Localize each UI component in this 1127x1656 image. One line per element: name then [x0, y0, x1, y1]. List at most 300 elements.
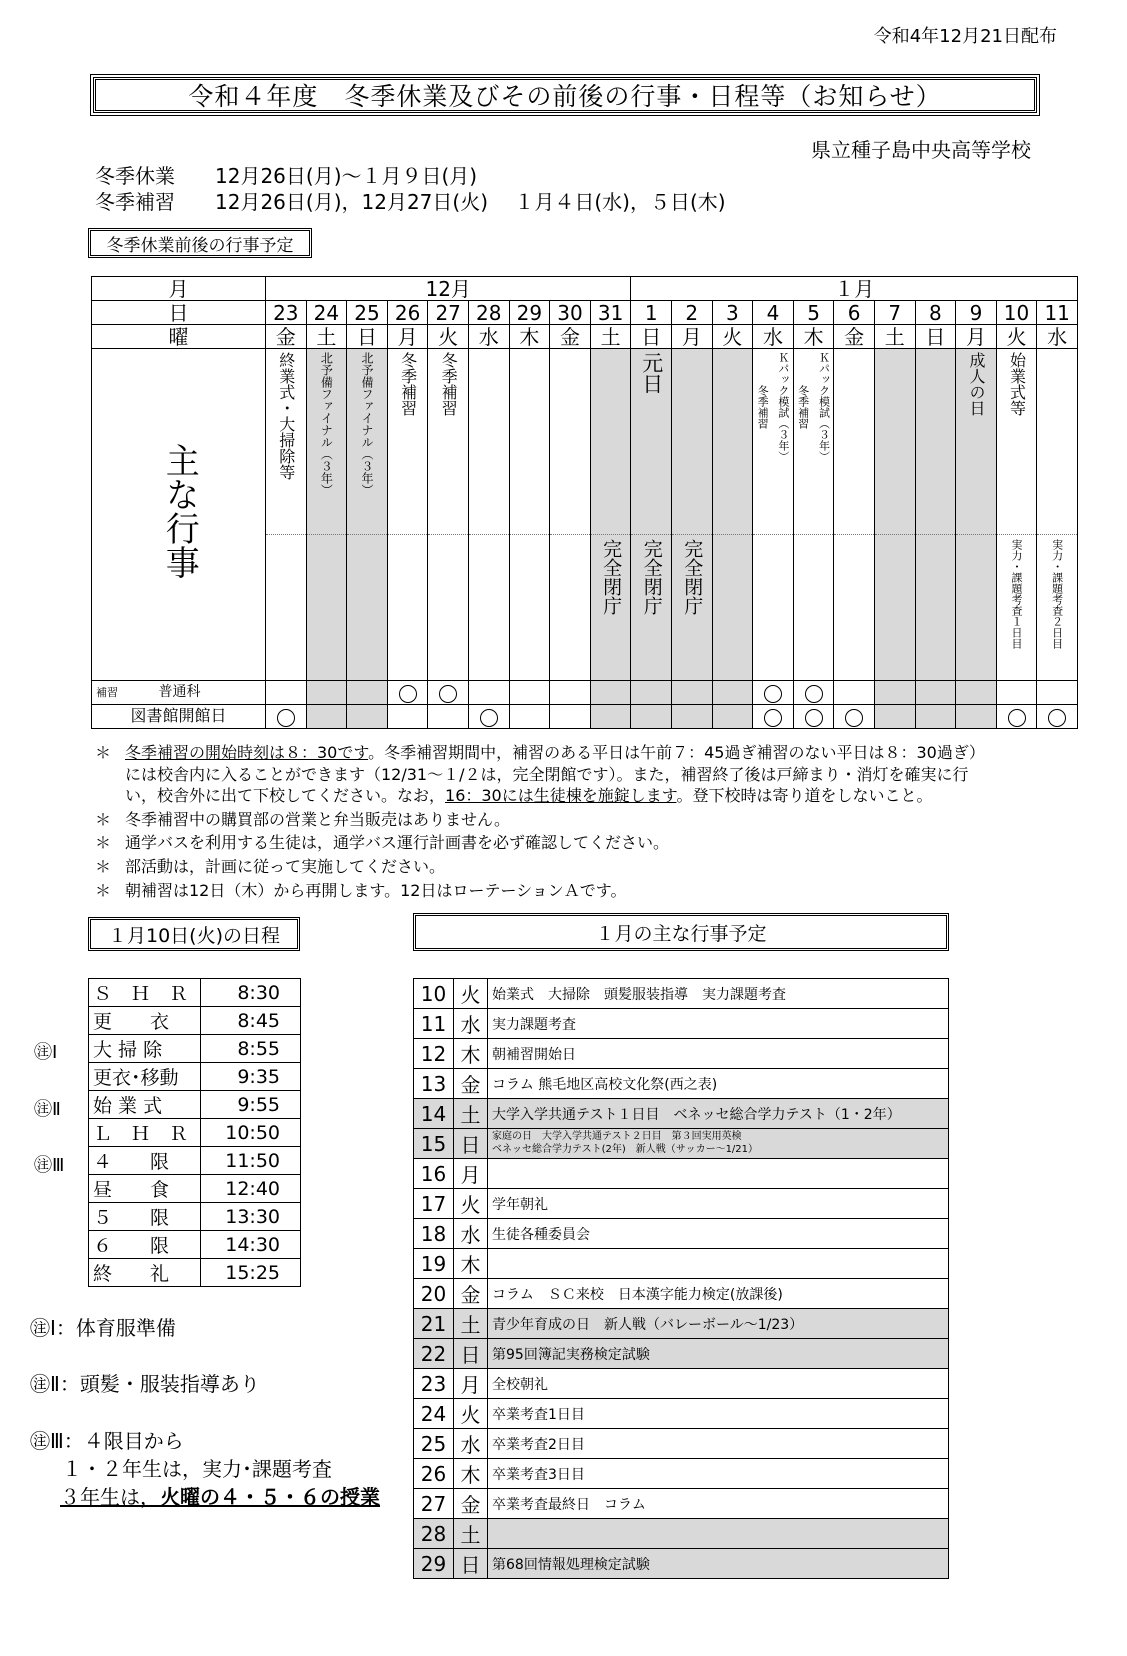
schedule-row — [89, 1007, 301, 1035]
weekday-cell: 水 — [1037, 325, 1078, 349]
day-cell: 6 — [834, 301, 875, 325]
event-cell-lower — [834, 535, 875, 681]
january-event: コラム ＳＣ来校 日本漢字能力検定(放課後) — [488, 1279, 949, 1309]
event-cell — [996, 349, 1037, 535]
january-weekday: 木 — [454, 1459, 488, 1489]
library-cell — [996, 704, 1037, 728]
event-cell — [387, 349, 428, 535]
library-cell — [793, 704, 834, 728]
schedule-row — [89, 1063, 301, 1091]
january-event: 大学入学共通テスト１日目 ベネッセ総合学力テスト（1・2年） — [488, 1099, 949, 1129]
january-event: 卒業考査1日目 — [488, 1399, 949, 1429]
day-cell: 9 — [956, 301, 997, 325]
event-cell — [712, 349, 753, 535]
hoshu-label: 普通科 — [158, 684, 201, 701]
circle-mark — [439, 685, 457, 703]
library-cell — [956, 704, 997, 728]
circle-mark — [480, 709, 498, 727]
january-day: 23 — [414, 1369, 454, 1399]
weekday-cell: 土 — [590, 325, 631, 349]
hoshu-cell — [387, 680, 428, 704]
january-weekday: 火 — [454, 1189, 488, 1219]
schedule-time: 9:55 — [201, 1091, 301, 1119]
event-cell-lower — [590, 535, 631, 681]
event-cell-lower — [631, 535, 672, 681]
event-cell — [631, 349, 672, 535]
january-day: 26 — [414, 1459, 454, 1489]
event-cell-lower — [387, 535, 428, 681]
day-cell: 30 — [550, 301, 591, 325]
january-weekday: 月 — [454, 1159, 488, 1189]
january-day: 25 — [414, 1429, 454, 1459]
note-3b-bold: 火曜の４・５・６の授業 — [160, 1485, 380, 1509]
hoshu-cell — [347, 680, 388, 704]
library-cell — [428, 704, 469, 728]
hoshu-row-label — [92, 680, 266, 704]
day-cell: 11 — [1037, 301, 1078, 325]
event-cell-lower — [266, 535, 307, 681]
schedule-time: 8:55 — [201, 1035, 301, 1063]
event-cell — [753, 349, 794, 535]
event-text: 成人の日 — [966, 352, 986, 417]
event-cell-lower — [428, 535, 469, 681]
schedule-item: ５ 限 — [89, 1203, 201, 1231]
circle-mark — [845, 709, 863, 727]
note-text — [125, 742, 995, 807]
hoshu-cell — [590, 680, 631, 704]
hoshu-cell — [266, 680, 307, 704]
january-day: 28 — [414, 1519, 454, 1549]
january-event-row — [414, 1279, 949, 1309]
hoshu-cell — [550, 680, 591, 704]
month-header: 12月 — [266, 277, 631, 301]
january-event-row — [414, 1459, 949, 1489]
january-event-line: 家庭の日 大学入学共通テスト２日目 第３回実用英検 — [492, 1131, 742, 1142]
january-event: 全校朝礼 — [488, 1369, 949, 1399]
winter-vacation-period: 冬季休業 12月26日(月)～１月９日(月) — [95, 164, 478, 188]
library-cell — [671, 704, 712, 728]
january-events-label: １月の主な行事予定 — [413, 913, 949, 951]
library-cell — [347, 704, 388, 728]
schedule-row — [89, 1259, 301, 1287]
schedule-row — [89, 1119, 301, 1147]
schedule-item: 終 礼 — [89, 1259, 201, 1287]
event-cell-lower — [306, 535, 347, 681]
january-weekday: 木 — [454, 1249, 488, 1279]
january-event-row — [414, 979, 949, 1009]
hoshu-cell — [671, 680, 712, 704]
event-text: 北予備ファイナル（３年） — [359, 352, 374, 497]
january-event-row — [414, 1129, 949, 1159]
issue-date: 令和4年12月21日配布 — [873, 26, 1057, 47]
schedule-item: Ｓ Ｈ Ｒ — [89, 979, 201, 1007]
page-title: 令和４年度 冬季休業及びその前後の行事・日程等（お知らせ） — [90, 74, 1040, 116]
schedule-row — [89, 1175, 301, 1203]
event-text: 終業式・大掃除等 — [276, 352, 296, 481]
january-event: 第68回情報処理検定試験 — [488, 1549, 949, 1579]
library-cell — [590, 704, 631, 728]
schedule-note-mark: ㊟Ⅰ — [34, 1042, 58, 1064]
hoshu-cell — [793, 680, 834, 704]
january-weekday: 金 — [454, 1069, 488, 1099]
note-bullet: ＊ — [95, 856, 112, 876]
january-event-row — [414, 1309, 949, 1339]
schedule-time: 11:50 — [201, 1147, 301, 1175]
event-cell — [468, 349, 509, 535]
day-cell: 29 — [509, 301, 550, 325]
january-event-row — [414, 1159, 949, 1189]
month-header: １月 — [631, 277, 1078, 301]
january-event-row — [414, 1369, 949, 1399]
event-cell-lower — [793, 535, 834, 681]
january-day: 24 — [414, 1399, 454, 1429]
main-events-label-text: 主な行事 — [159, 442, 200, 579]
note-text — [125, 809, 995, 831]
library-cell — [631, 704, 672, 728]
event-cell — [793, 349, 834, 535]
january-event-row — [414, 1099, 949, 1129]
event-cell — [428, 349, 469, 535]
hoshu-cell — [996, 680, 1037, 704]
note-text — [125, 880, 995, 902]
note-text — [125, 856, 995, 878]
day-cell: 31 — [590, 301, 631, 325]
event-cell-lower — [550, 535, 591, 681]
event-cell — [266, 349, 307, 535]
event-text-lower: 完全閉庁 — [600, 539, 623, 616]
schedule-row — [89, 1231, 301, 1259]
day-cell: 1 — [631, 301, 672, 325]
event-cell-lower — [509, 535, 550, 681]
library-cell — [874, 704, 915, 728]
january-day: 13 — [414, 1069, 454, 1099]
weekday-cell: 水 — [753, 325, 794, 349]
note-bullet: ＊ — [95, 880, 112, 900]
event-text-lower: 完全閉庁 — [681, 539, 704, 616]
note-text-part: 部活動は，計画に従って実施してください。 — [125, 856, 446, 876]
event-text: 北予備ファイナル（３年） — [319, 352, 334, 497]
note-text-part: 。冬季補習期間中，補習のある平日は午前７：45過ぎ補習のない平日は８：30過ぎ）には校舎内に入ることができます（12/31～１/２は，完全閉館です）。また，補習終了後は戸締まり・消灯を確実に行い，校舎外に出て下校してください。なお， — [125, 743, 985, 806]
schedule-item: 更 衣 — [89, 1007, 201, 1035]
library-cell — [266, 704, 307, 728]
event-cell — [915, 349, 956, 535]
january-event — [488, 1249, 949, 1279]
schedule-item: 更衣･移動 — [89, 1063, 201, 1091]
note-3a: １・２年生は，実力･課題考査 — [62, 1457, 332, 1481]
event-text-lower: 実力・課題考査１日目 — [1010, 539, 1024, 650]
note-item — [95, 856, 995, 878]
hoshu-cell — [306, 680, 347, 704]
january-event: コラム 熊毛地区高校文化祭(西之表) — [488, 1069, 949, 1099]
schedule-time: 10:50 — [201, 1119, 301, 1147]
january-day: 22 — [414, 1339, 454, 1369]
january-event: 学年朝礼 — [488, 1189, 949, 1219]
january-event-row — [414, 1519, 949, 1549]
jan10-schedule-table — [88, 978, 301, 1287]
circle-mark — [277, 709, 295, 727]
january-day: 19 — [414, 1249, 454, 1279]
schedule-label: １月10日(火)の日程 — [88, 917, 300, 951]
january-weekday: 月 — [454, 1369, 488, 1399]
library-cell — [712, 704, 753, 728]
january-event-row — [414, 1549, 949, 1579]
note-bullet: ＊ — [95, 743, 112, 762]
hoshu-cell — [428, 680, 469, 704]
january-day: 16 — [414, 1159, 454, 1189]
january-event: 朝補習開始日 — [488, 1039, 949, 1069]
circle-mark — [805, 685, 823, 703]
event-cell — [956, 349, 997, 535]
month-row-label: 月 — [92, 277, 266, 301]
event-cell-lower — [468, 535, 509, 681]
event-cell-lower — [996, 535, 1037, 681]
january-weekday: 木 — [454, 1039, 488, 1069]
note-3b-prefix: ３年生は， — [60, 1485, 160, 1509]
hoshu-cell — [631, 680, 672, 704]
hoshu-cell — [509, 680, 550, 704]
january-day: 14 — [414, 1099, 454, 1129]
hoshu-cell — [915, 680, 956, 704]
january-event-row — [414, 1009, 949, 1039]
event-cell-lower — [1037, 535, 1078, 681]
library-row-label: 図書館開館日 — [92, 704, 266, 728]
note-bullet: ＊ — [95, 833, 112, 853]
january-weekday: 火 — [454, 979, 488, 1009]
event-cell — [347, 349, 388, 535]
main-events-label — [92, 349, 266, 680]
weekday-cell: 水 — [468, 325, 509, 349]
note-text-part: 朝補習は12日（木）から再開します。12日はローテーションＡです。 — [125, 880, 627, 900]
weekday-cell: 火 — [712, 325, 753, 349]
note-item — [95, 880, 995, 902]
january-event-row — [414, 1399, 949, 1429]
schedule-row — [89, 1147, 301, 1175]
hoshu-cell — [874, 680, 915, 704]
weekday-cell: 金 — [266, 325, 307, 349]
january-event-line: ベネッセ総合学力テスト(2年) 新人戦（サッカー～1/21） — [492, 1143, 759, 1155]
library-cell — [753, 704, 794, 728]
schedule-row — [89, 979, 301, 1007]
event-cell — [671, 349, 712, 535]
schedule-row — [89, 1203, 301, 1231]
weekday-cell: 土 — [306, 325, 347, 349]
january-day: 20 — [414, 1279, 454, 1309]
note-text-part: 冬季補習の開始時刻は８：30です — [125, 743, 369, 762]
weekday-cell: 月 — [387, 325, 428, 349]
day-cell: 26 — [387, 301, 428, 325]
hoshu-cell — [1037, 680, 1078, 704]
library-cell — [834, 704, 875, 728]
january-day: 12 — [414, 1039, 454, 1069]
note-text-part: 冬季補習中の購買部の営業と弁当販売はありません。 — [125, 809, 510, 829]
weekday-cell: 日 — [915, 325, 956, 349]
schedule-note-mark: ㊟Ⅱ — [34, 1098, 61, 1120]
weekday-cell: 木 — [509, 325, 550, 349]
weekday-cell: 日 — [631, 325, 672, 349]
hoshu-small-label: 補習 — [96, 685, 118, 699]
event-cell — [550, 349, 591, 535]
january-event: 第95回簿記実務検定試験 — [488, 1339, 949, 1369]
event-cell-lower — [671, 535, 712, 681]
january-weekday: 日 — [454, 1549, 488, 1579]
january-event-row — [414, 1189, 949, 1219]
january-event-row — [414, 1429, 949, 1459]
january-day: 27 — [414, 1489, 454, 1519]
day-cell: 8 — [915, 301, 956, 325]
weekday-cell: 火 — [428, 325, 469, 349]
library-cell — [550, 704, 591, 728]
january-event: 卒業考査最終日 コラム — [488, 1489, 949, 1519]
schedule-row — [89, 1091, 301, 1119]
weekday-cell: 木 — [793, 325, 834, 349]
event-cell-lower — [753, 535, 794, 681]
day-cell: 25 — [347, 301, 388, 325]
note-2: ㊟Ⅱ：頭髪・服装指導あり — [30, 1372, 260, 1396]
january-event-row — [414, 1339, 949, 1369]
circle-mark — [1008, 709, 1026, 727]
schedule-time: 14:30 — [201, 1231, 301, 1259]
event-text: 始業式等 — [1007, 352, 1027, 417]
january-weekday: 金 — [454, 1279, 488, 1309]
circle-mark — [1048, 709, 1066, 727]
january-weekday: 日 — [454, 1129, 488, 1159]
january-weekday: 水 — [454, 1009, 488, 1039]
hoshu-label-wrap — [92, 685, 265, 699]
day-cell: 27 — [428, 301, 469, 325]
schedule-time: 13:30 — [201, 1203, 301, 1231]
january-event: 生徒各種委員会 — [488, 1219, 949, 1249]
schedule-item: 始 業 式 — [89, 1091, 201, 1119]
hoshu-cell — [468, 680, 509, 704]
day-cell: 10 — [996, 301, 1037, 325]
event-text-group — [753, 352, 793, 462]
day-row-label: 日 — [92, 301, 266, 325]
notes-list — [95, 742, 995, 903]
january-event: 実力課題考査 — [488, 1009, 949, 1039]
circle-mark — [805, 709, 823, 727]
january-event: 卒業考査3日目 — [488, 1459, 949, 1489]
day-cell: 2 — [671, 301, 712, 325]
january-weekday: 金 — [454, 1489, 488, 1519]
january-day: 29 — [414, 1549, 454, 1579]
january-day: 10 — [414, 979, 454, 1009]
january-day: 17 — [414, 1189, 454, 1219]
note-3b — [60, 1487, 380, 1507]
events-calendar — [91, 276, 1077, 729]
january-event-row — [414, 1039, 949, 1069]
events-section-label: 冬季休業前後の行事予定 — [88, 228, 312, 258]
note-item — [95, 832, 995, 854]
weekday-cell: 土 — [874, 325, 915, 349]
event-text: Ｋパック模試（３年） — [776, 352, 790, 463]
weekday-cell: 金 — [834, 325, 875, 349]
event-cell — [834, 349, 875, 535]
day-cell: 4 — [753, 301, 794, 325]
january-event-row — [414, 1249, 949, 1279]
library-cell — [387, 704, 428, 728]
january-weekday: 水 — [454, 1429, 488, 1459]
library-cell — [1037, 704, 1078, 728]
schedule-row — [89, 1035, 301, 1063]
day-cell: 23 — [266, 301, 307, 325]
hoshu-cell — [712, 680, 753, 704]
weekday-cell: 火 — [996, 325, 1037, 349]
note-item — [95, 809, 995, 831]
library-cell — [509, 704, 550, 728]
weekday-cell: 日 — [347, 325, 388, 349]
circle-mark — [399, 685, 417, 703]
january-event: 青少年育成の日 新人戦（バレーボール～1/23） — [488, 1309, 949, 1339]
january-event-row — [414, 1489, 949, 1519]
event-text-group — [794, 352, 834, 462]
day-cell: 7 — [874, 301, 915, 325]
january-weekday: 水 — [454, 1219, 488, 1249]
note-text-part: 16：30には生徒棟を施錠します — [445, 786, 677, 806]
event-text-lower: 完全閉庁 — [640, 539, 663, 616]
january-event — [488, 1519, 949, 1549]
event-text: 冬季補習 — [796, 385, 810, 430]
note-bullet: ＊ — [95, 809, 112, 829]
schedule-item: ４ 限 — [89, 1147, 201, 1175]
january-event: 卒業考査2日目 — [488, 1429, 949, 1459]
event-text: 冬季補習 — [439, 352, 459, 417]
schedule-time: 8:45 — [201, 1007, 301, 1035]
weekday-row-label: 曜 — [92, 325, 266, 349]
event-text: 冬季補習 — [398, 352, 418, 417]
january-event-row — [414, 1069, 949, 1099]
event-cell-lower — [874, 535, 915, 681]
school-name: 県立種子島中央高等学校 — [811, 138, 1031, 162]
january-day: 18 — [414, 1219, 454, 1249]
note-text — [125, 832, 995, 854]
library-cell — [915, 704, 956, 728]
note-text-part: 。登下校時は寄り道をしないこと。 — [676, 786, 933, 806]
weekday-cell: 金 — [550, 325, 591, 349]
hoshu-cell — [834, 680, 875, 704]
schedule-item: 大 掃 除 — [89, 1035, 201, 1063]
january-day: 11 — [414, 1009, 454, 1039]
hoshu-cell — [753, 680, 794, 704]
schedule-item: 昼 食 — [89, 1175, 201, 1203]
event-text: 元日 — [639, 352, 664, 395]
schedule-time: 12:40 — [201, 1175, 301, 1203]
note-3: ㊟Ⅲ：４限目から — [30, 1429, 184, 1453]
event-cell — [306, 349, 347, 535]
winter-supplementary-period: 冬季補習 12月26日(月)，12月27日(火) １月４日(水)，５日(木) — [95, 190, 726, 214]
circle-mark — [764, 709, 782, 727]
circle-mark — [764, 685, 782, 703]
note-item — [95, 742, 995, 807]
schedule-time: 15:25 — [201, 1259, 301, 1287]
event-cell — [590, 349, 631, 535]
january-weekday: 火 — [454, 1399, 488, 1429]
event-cell-lower — [915, 535, 956, 681]
event-text: Ｋパック模試（３年） — [817, 352, 831, 463]
event-cell-lower — [712, 535, 753, 681]
january-event — [488, 1129, 949, 1159]
event-cell — [509, 349, 550, 535]
schedule-item: ６ 限 — [89, 1231, 201, 1259]
january-event-row — [414, 1219, 949, 1249]
event-text-lower: 実力・課題考査２日目 — [1050, 539, 1064, 650]
schedule-item: Ｌ Ｈ Ｒ — [89, 1119, 201, 1147]
library-cell — [468, 704, 509, 728]
day-cell: 28 — [468, 301, 509, 325]
weekday-cell: 月 — [671, 325, 712, 349]
schedule-note-mark: ㊟Ⅲ — [34, 1155, 65, 1177]
weekday-cell: 月 — [956, 325, 997, 349]
event-text: 冬季補習 — [756, 385, 770, 430]
